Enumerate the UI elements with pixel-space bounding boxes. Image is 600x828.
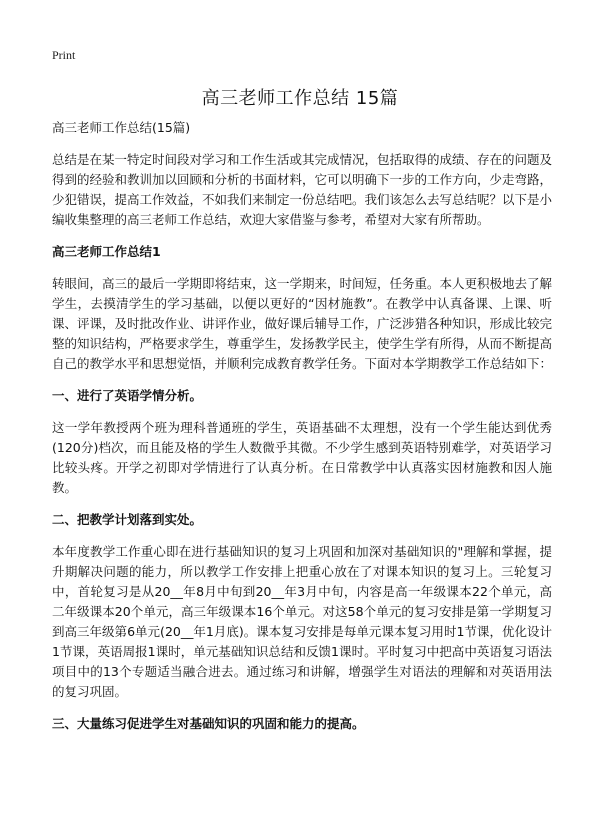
summary-paragraph-1: 转眼间，高三的最后一学期即将结束，这一学期来，时间短，任务重。本人更积极地去了解学生，去摸清学生的学习基础，以便以更好的“因材施教”。在教学中认真备课、上课、听课、评课，及时批改作业、讲评作业，做好课后辅导工作，广泛涉猎各种知识，形成比较完整的知识结构，严格要求学生，尊重学生，发扬教学民主，使学生学有所得，从而不断提高自己的教学水平和思想觉悟，并顺利完成教育教学任务。下面对本学期教学工作总结如下： (52, 276, 553, 371)
intro-paragraph: 总结是在某一特定时间段对学习和工作生活或其完成情况，包括取得的成绩、存在的问题及得到的经验和教训加以回顾和分析的书面材料，它可以明确下一步的工作方向，少走弯路，少犯错误，提高工作效益，不如我们来制定一份总结吧。我们该怎么去写总结呢？以下是小编收集整理的高三老师工作总结，欢迎大家借鉴与参考，希望对大家有所帮助。 (52, 152, 553, 227)
section-heading-2: 二、把教学计划落到实处。 (52, 512, 203, 527)
document-body (52, 118, 552, 746)
section-paragraph-2: 本年度教学工作重心即在进行基础知识的复习上巩固和加深对基础知识的"理解和掌握，提升期解决问题的能力，所以教学工作安排上把重心放在了对课本知识的复习上。三轮复习中，首轮复习是从20__年8月中旬到20__年3月中旬，内容是高一年级课本22个单元，高二年级课本20个单元，高三年级课本16个单元。对这58个单元的复习安排是第一学期复习到高三年级第6单元(20__年1月底)。课本复习安排是每单元课本复习用时1节课，优化设计1节课，英语周报1课时，单元基础知识总结和反馈1课时。平时复习中把高中英语复习语法项目中的13个专题适当融合进去。通过练习和讲解，增强学生对语法的理解和对英语用法的复习巩固。 (52, 544, 552, 699)
section-paragraph-1: 这一学年教授两个班为理科普通班的学生，英语基础不太理想，没有一个学生能达到优秀(120分)档次，而且能及格的学生人数微乎其微。不少学生感到英语特别难学，对英语学习比较头疼。开学之初即对学情进行了认真分析。在日常教学中认真落实因材施教和因人施教。 (52, 420, 552, 495)
summary-heading-1: 高三老师工作总结1 (52, 244, 161, 259)
section-heading-1: 一、进行了英语学情分析。 (52, 388, 203, 403)
document-subtitle: 高三老师工作总结(15篇) (52, 120, 191, 135)
print-link[interactable]: Print (52, 48, 76, 62)
section-heading-3: 三、大量练习促进学生对基础知识的巩固和能力的提高。 (52, 716, 365, 731)
page-title: 高三老师工作总结 15篇 (201, 88, 399, 109)
